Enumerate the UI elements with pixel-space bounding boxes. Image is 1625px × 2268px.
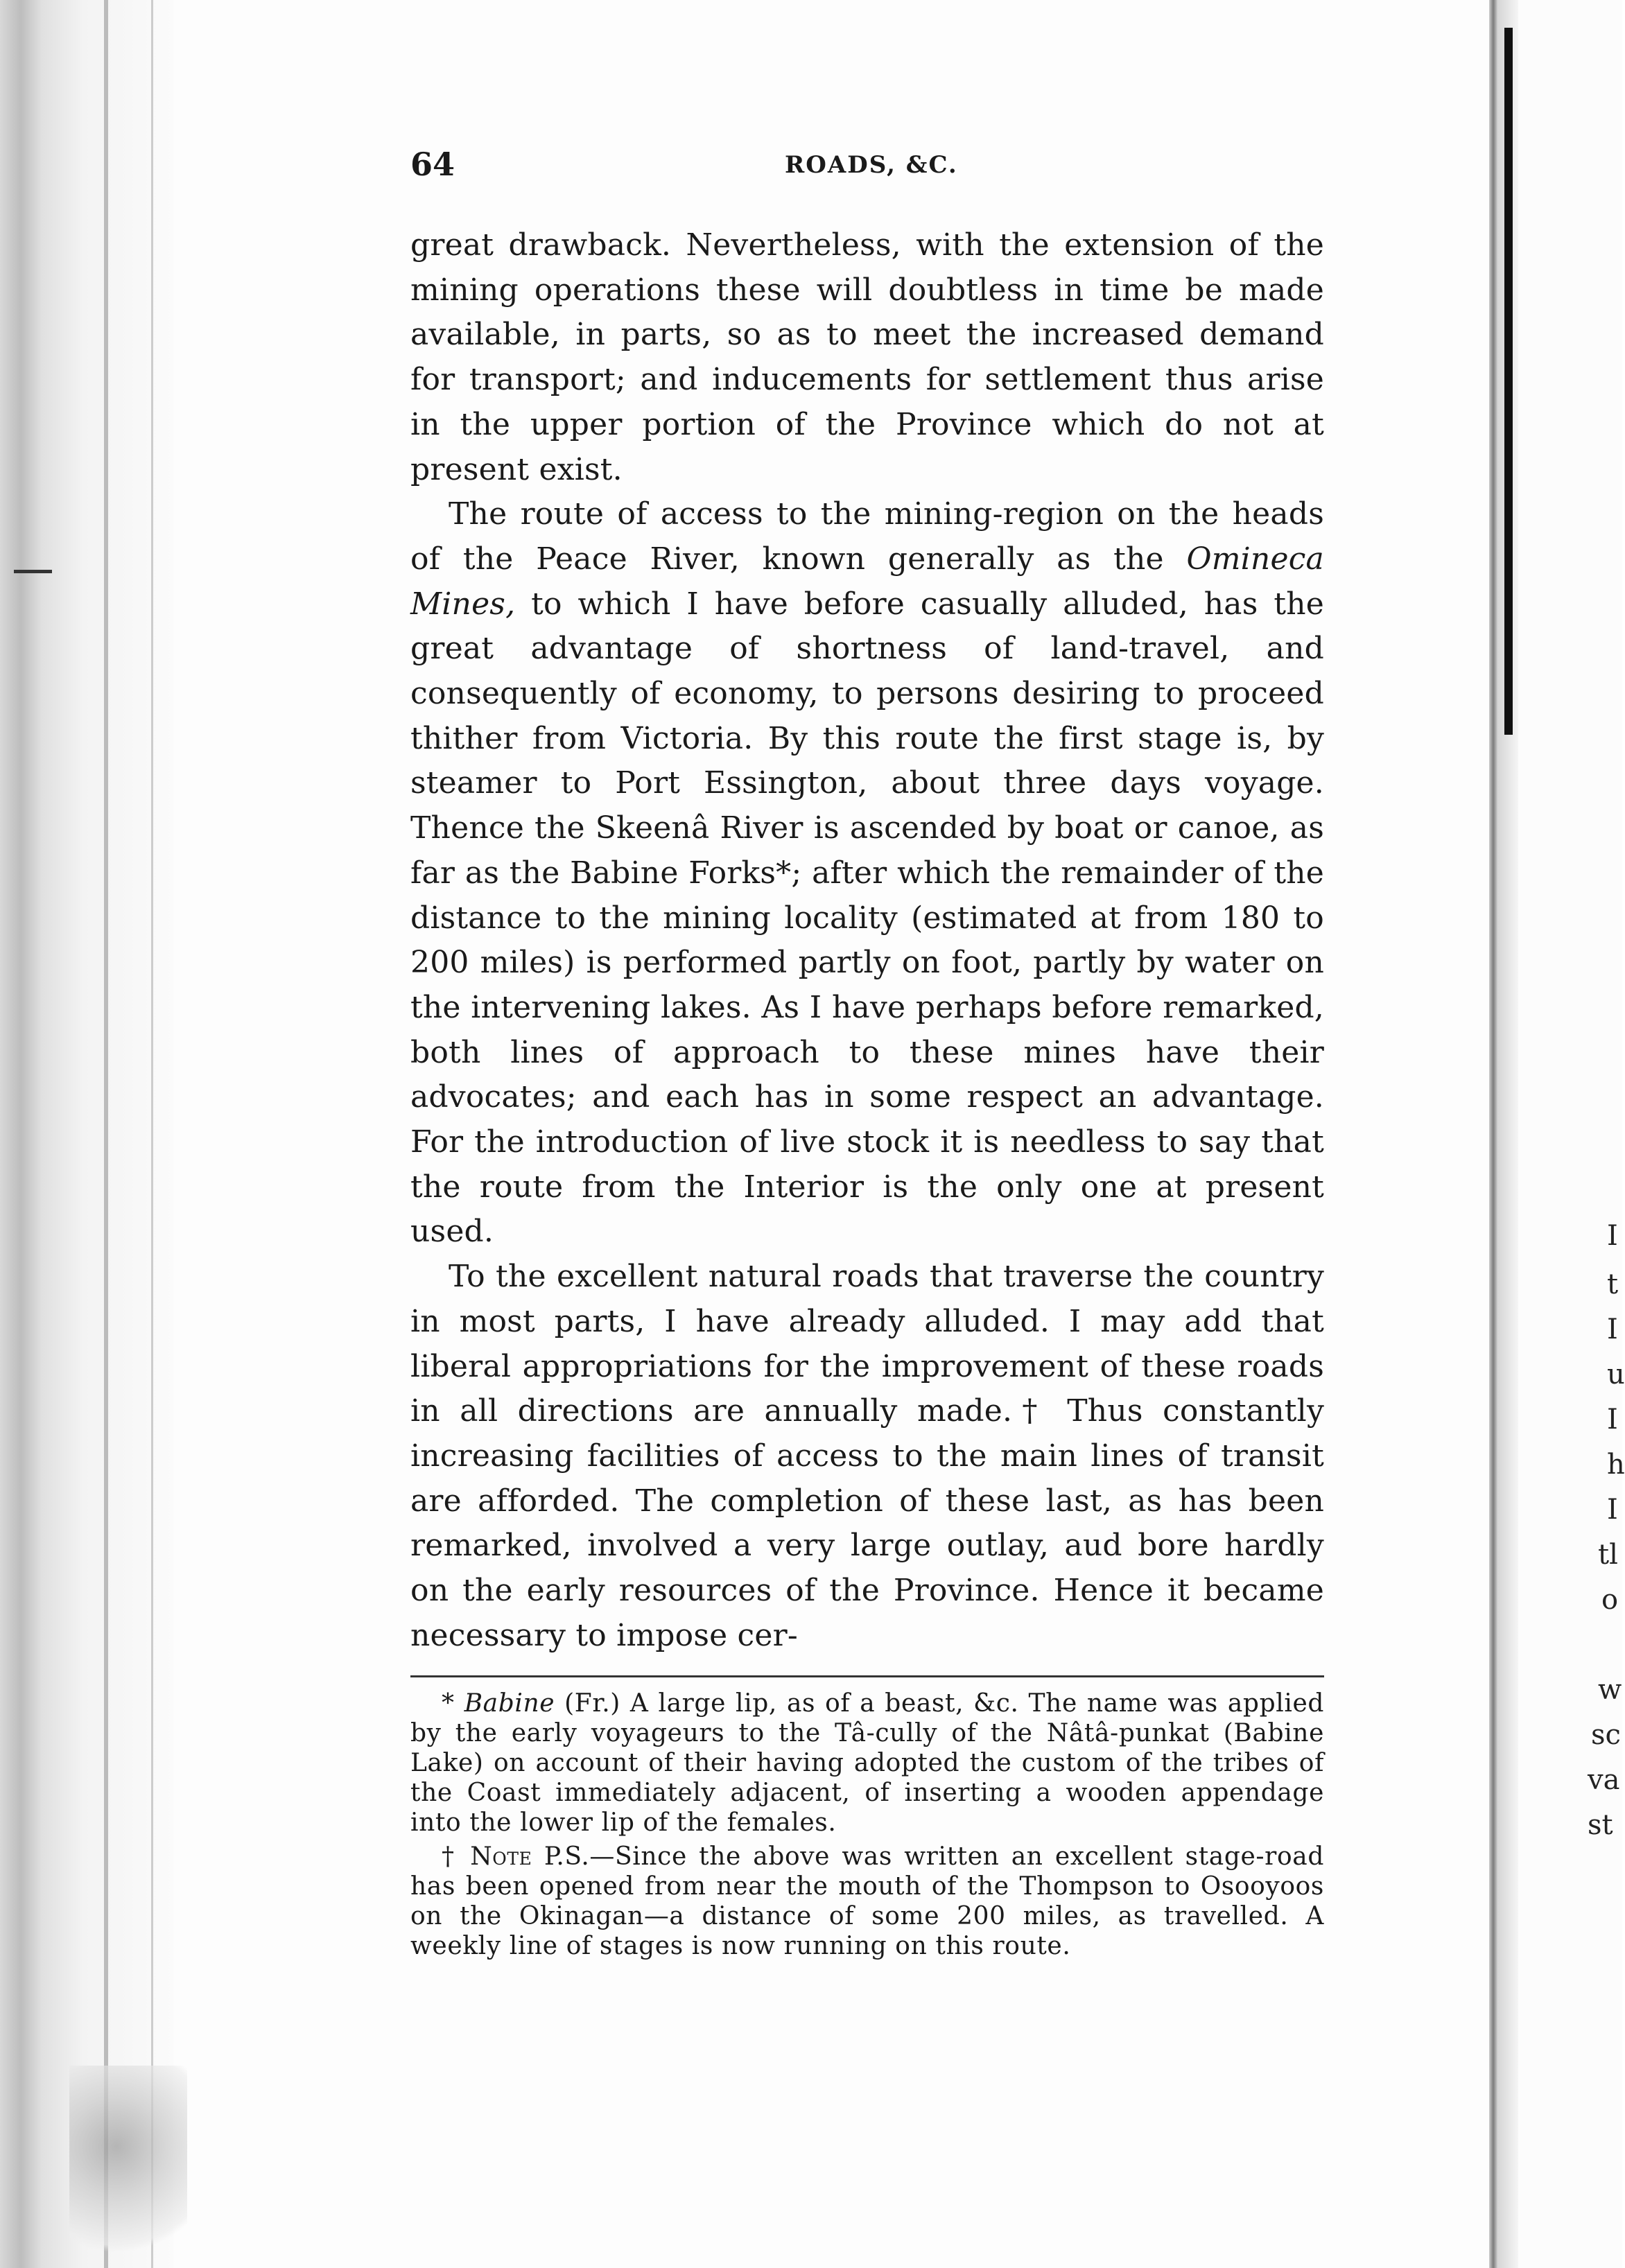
paragraph-text: to which I have before casually alluded, has the great advantage of shortness of land-travel, and consequently of economy, to persons desiring to proceed thither from Victoria. By this route the first stage is, by steamer to Port Essington, about three days voyage. Thence the Skeenâ River is ascended by boat or canoe, as far as the Babine Forks*; after which the remainder of the distance to the mining locality (estimated at from 180 to 200 miles) is performed partly on foot, partly by water on the intervening lakes. As I have perhaps before remarked, both lines of approach to these mines have their advocates; and each has in some respect an advantage. For the introduction of live stock it is needless to say that the route from the Interior is the only one at present used. [410, 586, 1324, 1250]
adjacent-fragment: u [1607, 1359, 1625, 1390]
adjacent-fragment: t [1607, 1268, 1619, 1300]
margin-mark [14, 570, 52, 573]
page-gutter [1489, 0, 1497, 2268]
footnote-mark: * [442, 1689, 464, 1718]
adjacent-fragment: w [1598, 1674, 1622, 1706]
adjacent-fragment: I [1607, 1220, 1618, 1252]
adjacent-fragment: va [1588, 1764, 1620, 1796]
footnote-text: —Since the above was written an excellent stage-road has been opened from near the mouth of the Thompson to Osooyoos on the Okinagan—a distance of some 200 miles, as travelled. A weekly line of stages is now running on this route. [410, 1842, 1324, 1960]
body-text [410, 223, 1324, 1659]
adjacent-fragment: st [1588, 1809, 1613, 1841]
paragraph-text: The route of access to the mining-region on the heads of the Peace River, known generally as the [410, 496, 1324, 577]
adjacent-page-edge [1504, 28, 1513, 735]
paragraph: To the excellent natural roads that traverse the country in most parts, I have already alluded. I may add that liberal appropriations for the improvement of these roads in all directions are annually made.† Thus constantly increasing facilities of access to the main lines of transit are afforded. The completion of these last, as has been remarked, involved a very large outlay, aud bore hardly on the early resources of the Province. Hence it became necessary to impose cer- [410, 1259, 1324, 1653]
footnote-term: Babine [464, 1689, 555, 1718]
footnote [410, 1842, 1324, 1961]
adjacent-fragment: I [1607, 1494, 1618, 1526]
book-page [410, 146, 1324, 1961]
footnote-label: Note P.S. [470, 1842, 590, 1871]
running-head [410, 146, 1324, 187]
adjacent-fragment: o [1601, 1584, 1619, 1616]
footnote-mark: † [442, 1842, 471, 1871]
paragraph: great drawback. Nevertheless, with the extension of the mining operations these will doubtless in time be made available, in parts, so as to meet the increased demand for transport; and inducements for settlement thus arise in the upper portion of the Province which do not at present exist. [410, 227, 1324, 487]
adjacent-fragment: tl [1598, 1539, 1618, 1571]
footnotes [410, 1689, 1324, 1961]
adjacent-page [1518, 0, 1622, 2268]
italic-place-name: Omineca Mines, [410, 541, 1324, 622]
footnote-text: (Fr.) A large lip, as of a beast, &c. The name was applied by the early voyageurs to the Tâ-cully of the Nâtâ-punkat (Babine Lake) on account of their having adopted the custom of the tribes of the Coast immediately adjacent, of inserting a wooden appendage into the lower lip of the females. [410, 1689, 1324, 1837]
adjacent-fragment: I [1607, 1404, 1618, 1436]
adjacent-fragment: h [1607, 1449, 1625, 1481]
page-number: 64 [410, 146, 455, 183]
binding-inner-line [151, 0, 153, 2268]
binding-shadow-line [104, 0, 108, 2268]
footnote [410, 1689, 1324, 1838]
binding-edge [0, 0, 173, 2268]
adjacent-fragment: I [1607, 1314, 1618, 1345]
footnote-rule [410, 1675, 1324, 1677]
running-title: ROADS, &C. [785, 151, 958, 179]
adjacent-fragment: sc [1591, 1719, 1621, 1751]
worn-corner-mark [69, 2066, 187, 2268]
paragraph [410, 492, 1324, 1255]
